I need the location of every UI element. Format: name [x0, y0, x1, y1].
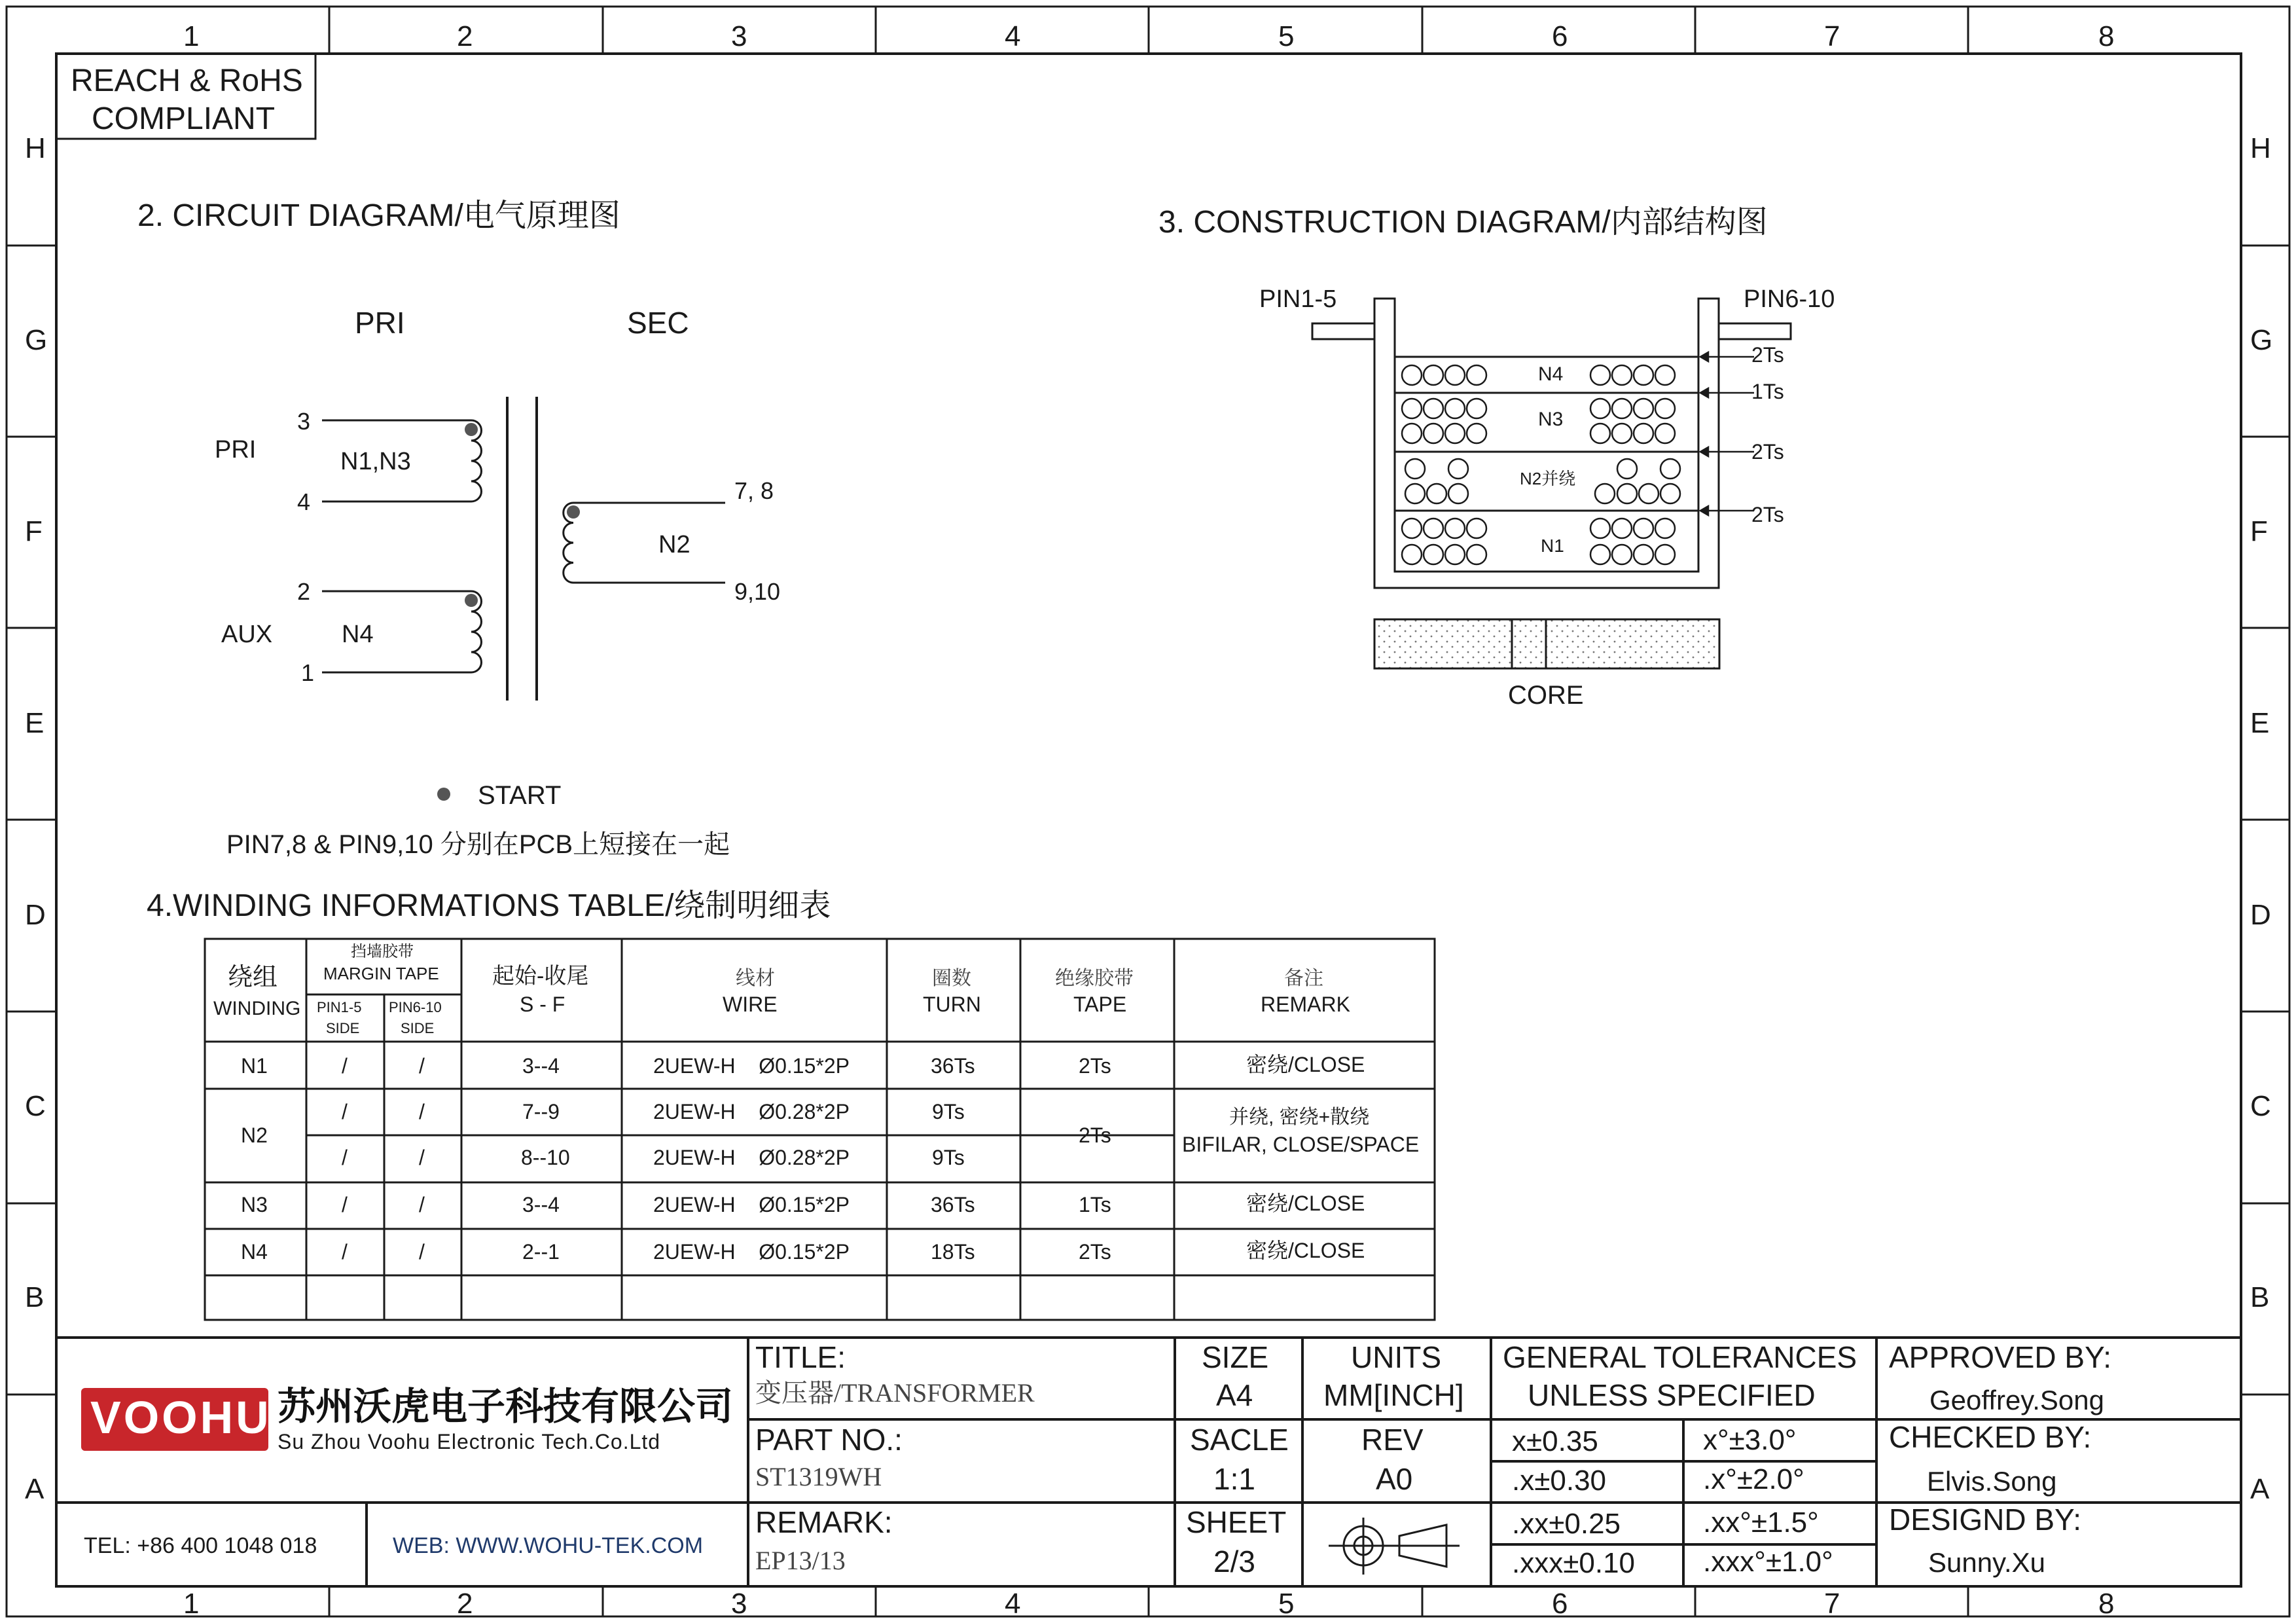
- cell-sf: 7--9: [522, 1100, 560, 1123]
- cell-sf: 2--1: [522, 1240, 560, 1264]
- cell-margin: /: [342, 1193, 348, 1216]
- th-winding-en: WINDING: [213, 998, 301, 1019]
- pin-left-label: PIN1-5: [1259, 285, 1337, 313]
- size-label: SIZE: [1202, 1340, 1269, 1374]
- row-label: F: [2250, 515, 2268, 547]
- units-label: UNITS: [1351, 1340, 1441, 1374]
- th-margin-cn: 挡墙胶带: [351, 943, 414, 960]
- rev-value: A0: [1376, 1462, 1413, 1496]
- col-label: 2: [457, 20, 473, 52]
- pri-header: PRI: [355, 306, 405, 340]
- tape-label: 2Ts: [1751, 503, 1784, 526]
- th-remark-cn: 备注: [1284, 968, 1323, 989]
- cell-tape: 1Ts: [1079, 1193, 1111, 1216]
- sec-winding-label: N2: [658, 531, 691, 558]
- row-label: D: [25, 899, 46, 931]
- remark-value: EP13/13: [755, 1546, 846, 1575]
- scale-label: SACLE: [1190, 1423, 1289, 1457]
- cell-tape: 2Ts: [1079, 1054, 1111, 1078]
- compliance-line1: REACH & RoHS: [71, 64, 303, 98]
- table-heading: 4.WINDING INFORMATIONS TABLE/绕制明细表: [147, 888, 831, 923]
- cell-remark: 密绕/CLOSE: [1246, 1053, 1365, 1076]
- col-label: 4: [1005, 20, 1021, 52]
- col-label: 6: [1552, 1588, 1568, 1620]
- cell-winding: N1: [241, 1054, 268, 1078]
- tape-label: 2Ts: [1751, 440, 1784, 464]
- construction-heading: 3. CONSTRUCTION DIAGRAM/内部结构图: [1158, 205, 1768, 240]
- wire-cross-sections: [1402, 365, 1680, 564]
- row-label: E: [2250, 707, 2270, 739]
- col-label: 3: [731, 20, 747, 52]
- layer-n4: N4: [1538, 363, 1564, 385]
- tolerance-value: x±0.35: [1512, 1425, 1598, 1457]
- pri-winding-label: N1,N3: [340, 448, 411, 475]
- tolerance-value: .xxx°±1.0°: [1703, 1546, 1833, 1578]
- cell-margin: /: [419, 1146, 425, 1169]
- tape-label: 2Ts: [1751, 343, 1784, 367]
- row-label: H: [2250, 132, 2271, 164]
- scale-value: 1:1: [1213, 1462, 1255, 1496]
- cell-turn: 9Ts: [932, 1100, 965, 1123]
- th-remark-en: REMARK: [1261, 993, 1350, 1016]
- cell-sf: 3--4: [522, 1193, 560, 1216]
- title-label: TITLE:: [755, 1340, 846, 1374]
- th-turn-cn: 圈数: [932, 968, 971, 989]
- cell-wire: 2UEW-H Ø0.15*2P: [653, 1240, 850, 1264]
- th-tape-en: TAPE: [1073, 993, 1127, 1016]
- col-label: 2: [457, 1588, 473, 1620]
- tolerance-label-2: UNLESS SPECIFIED: [1528, 1378, 1816, 1412]
- circuit-heading: 2. CIRCUIT DIAGRAM/电气原理图: [137, 198, 620, 233]
- cell-wire: 2UEW-H Ø0.15*2P: [653, 1193, 850, 1216]
- part-label: PART NO.:: [755, 1423, 903, 1457]
- cell-turn: 9Ts: [932, 1146, 965, 1169]
- pin-7-8: 7, 8: [734, 477, 774, 504]
- pin-2: 2: [297, 578, 311, 605]
- cell-margin: /: [419, 1054, 425, 1078]
- th-side-a-2: SIDE: [326, 1020, 360, 1036]
- th-turn-en: TURN: [923, 993, 981, 1016]
- cell-turn: 36Ts: [931, 1054, 975, 1078]
- th-side-b-2: SIDE: [401, 1020, 435, 1036]
- row-label: A: [25, 1473, 45, 1505]
- aux-label: AUX: [221, 621, 273, 648]
- col-label: 4: [1005, 1588, 1021, 1620]
- col-label: 5: [1278, 1588, 1295, 1620]
- th-sf-en: S - F: [520, 993, 565, 1016]
- col-label: 3: [731, 1588, 747, 1620]
- compliance-line2: COMPLIANT: [92, 101, 276, 136]
- col-label: 1: [183, 20, 200, 52]
- company-logo: VOOHU: [90, 1392, 272, 1443]
- remark-label: REMARK:: [755, 1505, 893, 1539]
- pri-label: PRI: [215, 436, 257, 464]
- cell-turn: 36Ts: [931, 1193, 975, 1216]
- row-label: H: [25, 132, 46, 164]
- cell-margin: /: [419, 1193, 425, 1216]
- size-value: A4: [1216, 1378, 1253, 1412]
- tolerance-value: .xx±0.25: [1512, 1508, 1621, 1540]
- cell-turn: 18Ts: [931, 1240, 975, 1264]
- projection-symbol: [1329, 1518, 1460, 1575]
- cell-margin: /: [419, 1240, 425, 1264]
- title-block-grid: [56, 1338, 2241, 1586]
- tolerance-value: .xx°±1.5°: [1703, 1506, 1819, 1539]
- cell-wire: 2UEW-H Ø0.28*2P: [653, 1100, 850, 1123]
- th-side-a: PIN1-5: [317, 999, 362, 1015]
- layer-n2: N2并绕: [1520, 469, 1576, 488]
- layer-n3: N3: [1538, 409, 1564, 430]
- outer-frame: [7, 7, 2289, 1620]
- cell-tape: 2Ts: [1079, 1240, 1111, 1264]
- cell-remark: 并绕, 密绕+散绕: [1229, 1106, 1370, 1128]
- row-label: C: [2250, 1090, 2271, 1122]
- th-side-b: PIN6-10: [389, 999, 442, 1015]
- circuit-note: PIN7,8 & PIN9,10 分别在PCB上短接在一起: [226, 830, 730, 859]
- col-label: 7: [1824, 20, 1840, 52]
- rev-label: REV: [1361, 1423, 1424, 1457]
- tolerance-value: .x°±2.0°: [1703, 1463, 1804, 1495]
- cell-margin: /: [419, 1100, 425, 1123]
- pin-1: 1: [301, 659, 315, 686]
- approved-value: Geoffrey.Song: [1929, 1385, 2104, 1415]
- tel-text: TEL: +86 400 1048 018: [84, 1533, 317, 1558]
- approved-label: APPROVED BY:: [1889, 1340, 2112, 1374]
- cell-winding: N3: [241, 1193, 268, 1216]
- th-sf-cn: 起始-收尾: [492, 964, 589, 989]
- th-wire-cn: 线材: [736, 968, 775, 989]
- th-winding-cn: 绕组: [228, 964, 278, 991]
- title-value: 变压器/TRANSFORMER: [755, 1378, 1035, 1408]
- row-label: G: [2250, 324, 2273, 356]
- col-label: 1: [183, 1588, 200, 1620]
- tape-label: 1Ts: [1751, 380, 1784, 403]
- col-label: 8: [2098, 1588, 2115, 1620]
- web-link[interactable]: WEB: WWW.WOHU-TEK.COM: [393, 1533, 704, 1558]
- pin-right-label: PIN6-10: [1744, 285, 1835, 313]
- tolerance-label-1: GENERAL TOLERANCES: [1503, 1340, 1857, 1374]
- row-label: G: [25, 324, 48, 356]
- aux-winding-label: N4: [342, 621, 374, 648]
- designed-value: Sunny.Xu: [1928, 1547, 2046, 1578]
- tolerance-value: x°±3.0°: [1703, 1424, 1797, 1456]
- company-name-cn: 苏州沃虎电子科技有限公司: [278, 1385, 734, 1428]
- row-label: F: [25, 515, 43, 547]
- cell-remark: 密绕/CLOSE: [1246, 1192, 1365, 1215]
- col-label: 5: [1278, 20, 1295, 52]
- cell-sf: 3--4: [522, 1054, 560, 1078]
- cell-wire: 2UEW-H Ø0.28*2P: [653, 1146, 850, 1169]
- checked-value: Elvis.Song: [1927, 1466, 2057, 1497]
- layer-n1: N1: [1541, 536, 1564, 556]
- pin-9-10: 9,10: [734, 578, 781, 605]
- sec-header: SEC: [627, 306, 689, 340]
- col-label: 7: [1824, 1588, 1840, 1620]
- th-margin-en: MARGIN TAPE: [323, 964, 439, 983]
- core-label: CORE: [1508, 681, 1584, 710]
- row-label: B: [25, 1281, 45, 1313]
- row-label: B: [2250, 1281, 2270, 1313]
- cell-margin: /: [342, 1146, 348, 1169]
- row-label: A: [2250, 1473, 2270, 1505]
- th-tape-cn: 绝缘胶带: [1055, 968, 1134, 989]
- cell-remark-en: BIFILAR, CLOSE/SPACE: [1182, 1133, 1420, 1156]
- row-label: D: [2250, 899, 2271, 931]
- cell-winding: N4: [241, 1240, 268, 1264]
- cell-margin: /: [342, 1240, 348, 1264]
- cell-wire: 2UEW-H Ø0.15*2P: [653, 1054, 850, 1078]
- cell-tape: 2Ts: [1079, 1123, 1111, 1147]
- part-value: ST1319WH: [755, 1462, 882, 1491]
- sheet-label: SHEET: [1186, 1505, 1287, 1539]
- sheet-value: 2/3: [1213, 1544, 1255, 1578]
- cell-sf: 8--10: [521, 1146, 570, 1169]
- col-label: 8: [2098, 20, 2115, 52]
- row-label: C: [25, 1090, 46, 1122]
- checked-label: CHECKED BY:: [1889, 1420, 2092, 1454]
- pin-3: 3: [297, 408, 311, 435]
- start-label: START: [478, 781, 562, 810]
- cell-margin: /: [342, 1054, 348, 1078]
- designed-label: DESIGND BY:: [1889, 1503, 2081, 1537]
- tolerance-value: .xxx±0.10: [1512, 1547, 1636, 1579]
- cell-margin: /: [342, 1100, 348, 1123]
- company-name-en: Su Zhou Voohu Electronic Tech.Co.Ltd: [278, 1430, 661, 1453]
- tolerance-value: .x±0.30: [1512, 1465, 1607, 1497]
- col-label: 6: [1552, 20, 1568, 52]
- cell-remark: 密绕/CLOSE: [1246, 1239, 1365, 1262]
- units-value: MM[INCH]: [1323, 1378, 1464, 1412]
- row-label: E: [25, 707, 45, 739]
- th-wire-en: WIRE: [723, 993, 778, 1016]
- pin-4: 4: [297, 488, 311, 515]
- cell-winding: N2: [241, 1123, 268, 1147]
